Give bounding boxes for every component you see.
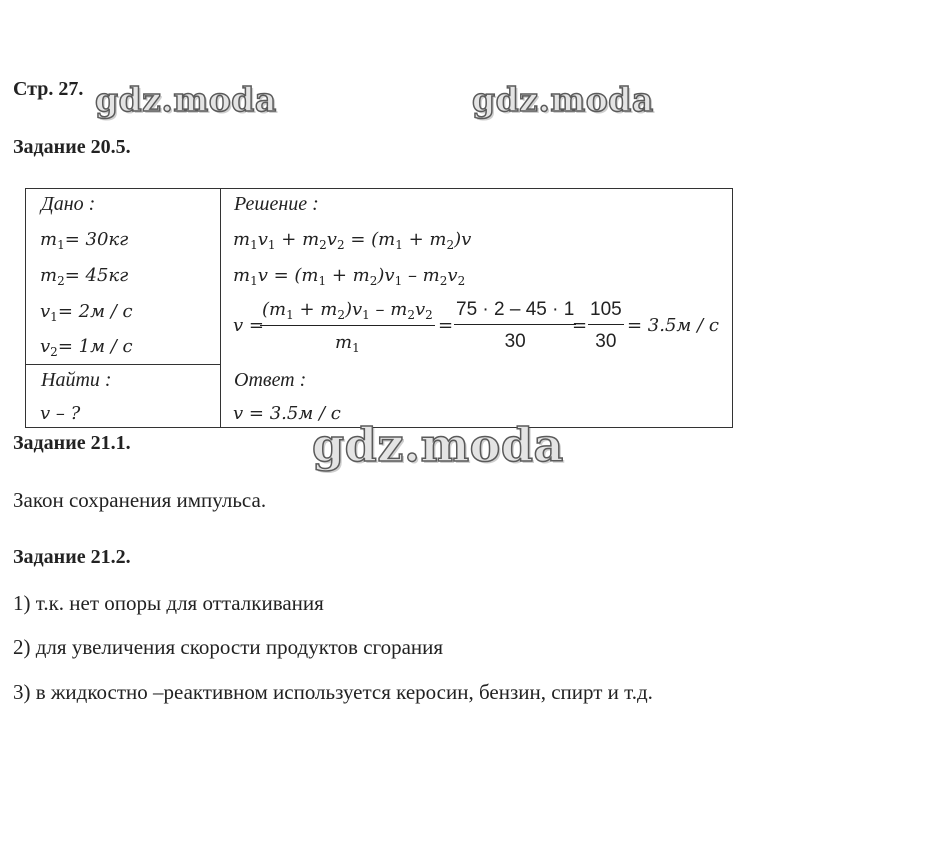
- task-21-1-heading: Задание 21.1.: [13, 432, 131, 454]
- watermark-center: gdz.moda: [312, 418, 564, 472]
- page-label: Стр. 27.: [13, 78, 84, 100]
- task-table: [25, 188, 733, 428]
- answer-value: v = 3.5м / с: [233, 403, 341, 424]
- equation-prefix: v =: [233, 315, 264, 336]
- solution-label: Решение :: [234, 193, 319, 215]
- table-column-divider: [220, 189, 221, 427]
- find-label: Найти :: [41, 369, 112, 391]
- fraction-numeric-numerator: 75 · 2 – 45 · 1: [454, 299, 576, 325]
- watermark-top-left: gdz.moda: [95, 80, 277, 119]
- table-row-divider: [26, 364, 220, 365]
- task-21-2-heading: Задание 21.2.: [13, 546, 131, 568]
- task-21-2-item: 2) для увеличения скорости продуктов сгорания: [13, 635, 444, 659]
- fraction-reduced-numerator: 105: [588, 299, 624, 325]
- task-21-2-item: 3) в жидкостно –реактивном используется керосин, бензин, спирт и т.д.: [13, 680, 653, 704]
- given-m1: $m_1= 30кг$: [40, 229, 129, 252]
- fraction-symbolic-numerator: $(m_1 + m_2)v_1 - m_2v_2$: [260, 299, 435, 326]
- given-v1: $v_1= 2м / с$: [40, 301, 133, 324]
- equals-sign-a: =: [438, 315, 454, 336]
- fraction-reduced-denominator: 30: [595, 331, 617, 352]
- fraction-numeric-denominator: 30: [504, 331, 526, 352]
- fraction-reduced: [588, 299, 624, 353]
- task-21-1-text: Закон сохранения импульса.: [13, 488, 267, 512]
- answer-label: Ответ :: [234, 369, 307, 391]
- task-20-5-heading: Задание 20.5.: [13, 136, 131, 158]
- fraction-numeric: [454, 299, 576, 353]
- given-m2: $m_2= 45кг$: [40, 265, 129, 288]
- fraction-symbolic-denominator: $m_1$: [335, 332, 360, 355]
- equals-sign-b: =: [572, 315, 588, 336]
- find-value: v – ?: [40, 403, 81, 424]
- watermark-top-right: gdz.moda: [472, 80, 654, 119]
- given-label: Дано :: [41, 193, 96, 215]
- equation-momentum-conservation: $m_1v_1 + m_2v_2 = (m_1 + m_2)v$: [233, 229, 472, 252]
- task-21-2-item: 1) т.к. нет опоры для отталкивания: [13, 591, 324, 615]
- given-v2: $v_2= 1м / с$: [40, 336, 133, 359]
- fraction-symbolic: [260, 299, 435, 355]
- equation-rearranged: $m_1v = (m_1 + m_2)v_1 - m_2v_2$: [233, 265, 466, 288]
- result-value: = 3.5м / с: [627, 315, 719, 336]
